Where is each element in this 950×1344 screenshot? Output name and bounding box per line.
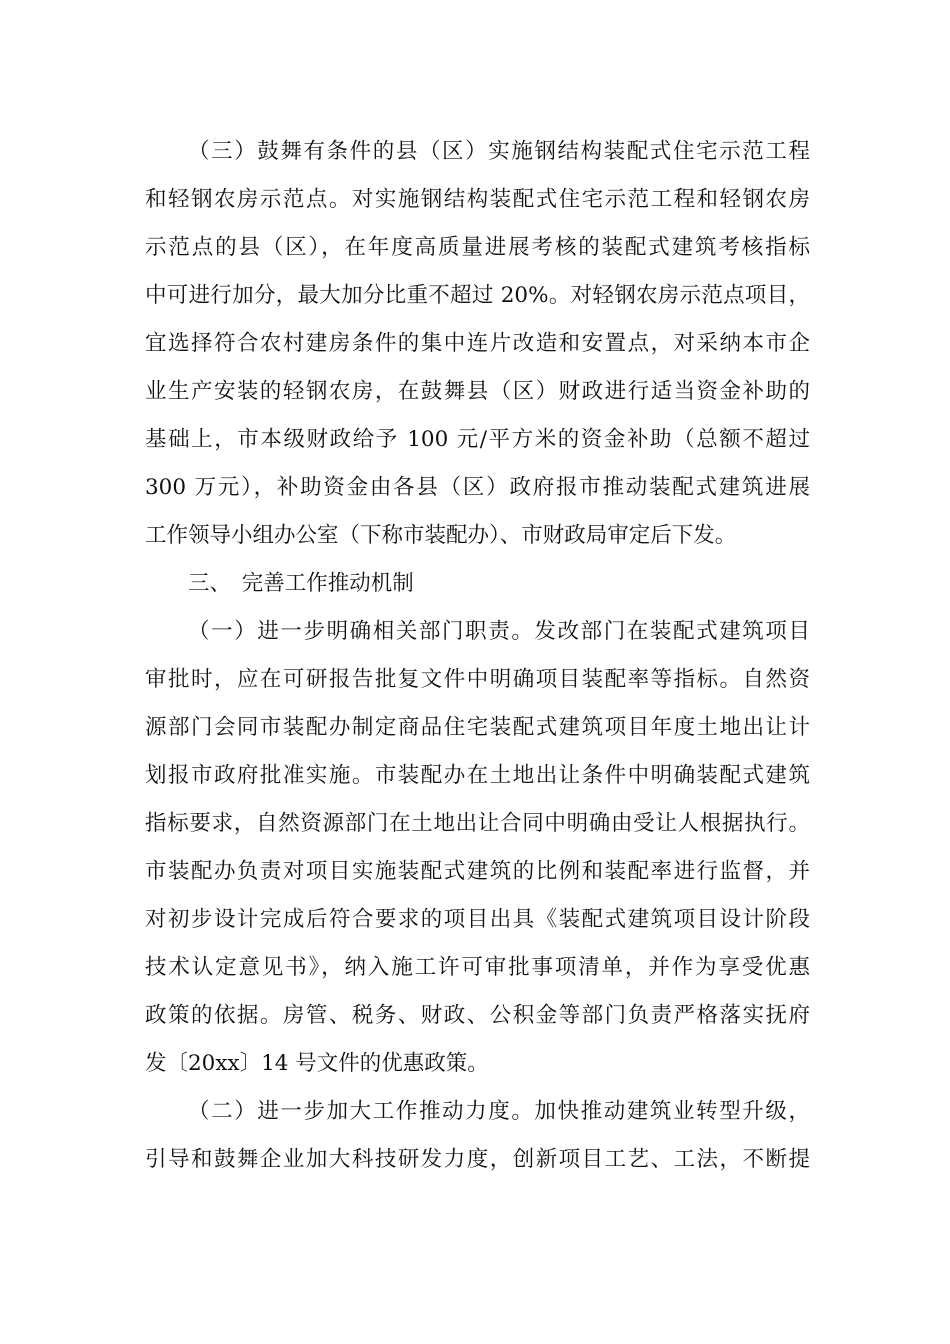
text-line: 工作领导小组办公室（下称市装配办）、市财政局审定后下发。 bbox=[145, 523, 737, 548]
text-line: 业生产安装的轻钢农房，在鼓舞县（区）财政进行适当资金补助的 bbox=[145, 379, 810, 404]
text-line: （一）进一步明确相关部门职责。发改部门在装配式建筑项目 bbox=[188, 619, 810, 644]
text-line: 300 万元），补助资金由各县（区）政府报市推动装配式建筑进展 bbox=[145, 475, 810, 500]
text-line: 划报市政府批准实施。市装配办在土地出让条件中明确装配式建筑 bbox=[145, 763, 810, 788]
text-line: （二）进一步加大工作推动力度。加快推动建筑业转型升级， bbox=[188, 1099, 810, 1124]
text-line: 对初步设计完成后符合要求的项目出具《装配式建筑项目设计阶段 bbox=[145, 907, 810, 932]
text-line: 和轻钢农房示范点。对实施钢结构装配式住宅示范工程和轻钢农房 bbox=[145, 187, 810, 212]
text-line: 技术认定意见书》，纳入施工许可审批事项清单，并作为享受优惠 bbox=[145, 955, 810, 980]
text-line: （三）鼓舞有条件的县（区）实施钢结构装配式住宅示范工程 bbox=[188, 139, 810, 164]
text-line: 中可进行加分，最大加分比重不超过 20%。对轻钢农房示范点项目， bbox=[145, 283, 810, 308]
text-line: 指标要求，自然资源部门在土地出让合同中明确由受让人根据执行。 bbox=[145, 811, 810, 836]
text-line: 基础上，市本级财政给予 100 元/平方米的资金补助（总额不超过 bbox=[145, 427, 810, 452]
text-line: 审批时，应在可研报告批复文件中明确项目装配率等指标。自然资 bbox=[145, 667, 810, 692]
text-line: 示范点的县（区），在年度高质量进展考核的装配式建筑考核指标 bbox=[145, 235, 810, 260]
paragraph-department-duties bbox=[145, 608, 810, 1088]
document-body bbox=[145, 128, 810, 1184]
paragraph-promotion-efforts bbox=[145, 1088, 810, 1184]
text-line: 引导和鼓舞企业加大科技研发力度，创新项目工艺、工法，不断提 bbox=[145, 1147, 810, 1172]
section-heading-text: 三、 完善工作推动机制 bbox=[188, 571, 414, 596]
text-line: 市装配办负责对项目实施装配式建筑的比例和装配率进行监督，并 bbox=[145, 859, 810, 884]
text-line: 源部门会同市装配办制定商品住宅装配式建筑项目年度土地出让计 bbox=[145, 715, 810, 740]
text-line: 发〔20xx〕14 号文件的优惠政策。 bbox=[145, 1051, 489, 1076]
text-line: 政策的依据。房管、税务、财政、公积金等部门负责严格落实抚府 bbox=[145, 1003, 810, 1028]
section-heading bbox=[145, 560, 810, 608]
text-line: 宜选择符合农村建房条件的集中连片改造和安置点，对采纳本市企 bbox=[145, 331, 810, 356]
paragraph-steel-structure-demo bbox=[145, 128, 810, 560]
